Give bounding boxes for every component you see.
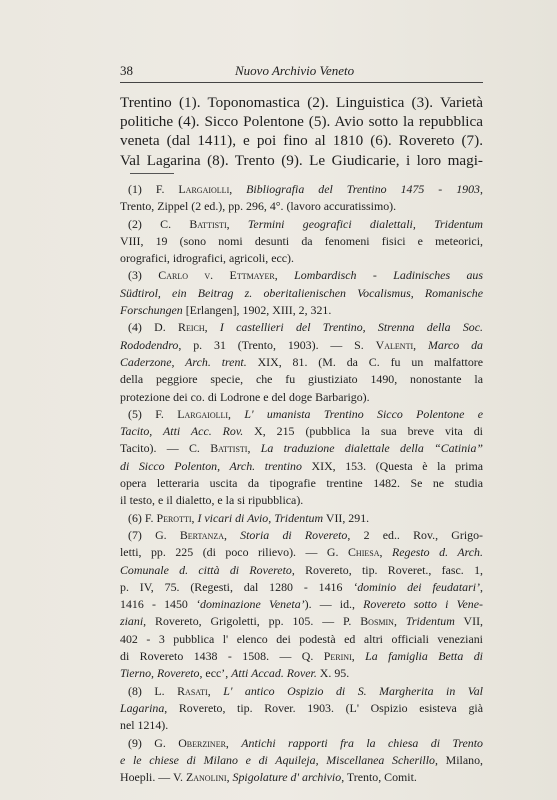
footnote-rule — [130, 173, 174, 174]
footnote-2 — [120, 216, 483, 268]
footnote-line: 1416 - 1450 ‘dominazione Veneta’). — id., Roveretо sotto i Vene- — [120, 597, 483, 612]
footnote-line: Comunale d. città di Rovereto, Rovereto, tip. Roveret., fasc. 1, — [120, 562, 483, 577]
footnote-line: della peggiore specie, che fu giustiziato 1490, nonostante la — [120, 372, 483, 387]
footnote-line: (2) C. Battisti, Termini geografici dialettali, Tridentum — [128, 216, 483, 231]
footnote-line: il testo, e il dialetto, e la si ripubblica). — [120, 493, 304, 508]
footnote-line: Lagarina, Rovereto, tip. Rover. 1903. (L' Ospizio esisteva già — [120, 700, 483, 715]
footnote-line: (3) Carlo v. Ettmayer, Lombardisch - Ladinisches aus — [128, 268, 483, 283]
main-text — [120, 93, 483, 170]
footnote-line: VIII, 19 (sono nomi desunti da fenomeni fisici e meteorici, — [120, 233, 483, 248]
footnote-line: Forschungen [Erlangen], 1902, XIII, 2, 321. — [120, 303, 332, 318]
text-line: Val Lagarina (8). Trento (9). Le Giudicarie, i loro magi- — [120, 151, 483, 169]
footnote-1 — [120, 181, 483, 216]
footnote-line: p. IV, 75. (Regesti, dal 1280 - 1416 ‘dominio dei feudatari’, — [120, 579, 483, 594]
footnote-line: nel 1214). — [120, 718, 169, 733]
page-header — [120, 63, 483, 83]
footnote-line: ziani, Rovereto, Grigoletti, pp. 105. — P. Bosmin, Tridentum VII, — [120, 614, 483, 629]
footnote-line: (6) F. Perotti, I vicari di Avio, Tridentum VII, 291. — [128, 510, 370, 525]
footnote-line: Tacito, Atti Acc. Rov. X, 215 (pubblica la sua breve vita di — [120, 424, 483, 439]
footnote-line: Rododendro, p. 31 (Trento, 1903). — S. Valenti, Marco da — [120, 337, 484, 352]
footnote-line: Tacito). — C. Battisti, La traduzione dialettale della “Catinia” — [120, 441, 483, 456]
footnote-line: Tierno, Rovereto, ecc’, Atti Accad. Rover. X. 95. — [120, 666, 350, 681]
text-line: Trentino (1). Toponomastica (2). Linguistica (3). Varietà — [120, 94, 483, 111]
footnote-line: Hoepli. — V. Zanolini, Spigolature d' archivio, Trento, Comit. — [120, 770, 417, 785]
footnote-line: Südtirol, ein Beitrag z. oberitalienischen Vocalismus, Romanische — [120, 285, 483, 300]
footnote-line: Caderzone, Arch. trent. XIX, 81. (M. da C. fu un malfattore — [120, 354, 483, 369]
running-title: Nuovo Archivio Veneto — [235, 63, 355, 78]
footnote-7 — [120, 527, 483, 683]
footnote-line: (7) G. Bertanza, Storia di Rovereto, 2 ed.. Rov., Grigo- — [128, 527, 483, 542]
footnote-line: di Sicco Polenton, Arch. trentino XIX, 153. (Questa è la prima — [120, 458, 484, 473]
footnote-line: letti, pp. 225 (di poco rilievo). — G. Chiesa, Regesto d. Arch. — [120, 545, 483, 560]
footnote-line: opera letteraria uscita da tipografie trentine 1482. Se ne studia — [120, 476, 483, 491]
footnote-9 — [120, 735, 483, 787]
footnote-8 — [120, 683, 483, 735]
footnote-line: (8) L. Rasati, L' antico Ospizio di S. Margherita in Val — [128, 683, 483, 698]
footnote-line: (5) F. Largaiolli, L' umanista Trentino Sicco Polentone e — [128, 406, 483, 421]
footnote-line: (1) F. Largaiolli, Bibliografia del Trentino 1475 - 1903, — [128, 182, 483, 196]
footnote-line: Trento, Zippel (2 ed.), pp. 296, 4°. (lavoro accuratissimo). — [120, 199, 397, 214]
footnote-line: (4) D. Reich, I castellieri del Trentino, Strenna della Soc. — [128, 320, 483, 335]
footnote-5 — [120, 406, 483, 510]
footnotes — [120, 181, 483, 786]
text-line: politiche (4). Sicco Polentone (5). Avio sotto la repubblica — [120, 113, 483, 131]
page-number: 38 — [120, 63, 133, 78]
header-rule — [120, 82, 483, 83]
footnote-line: (9) G. Oberziner, Antichi rapporti fra la chiesa di Trento — [128, 735, 484, 750]
footnote-line: e le chiese di Milano e di Aquileja, Miscellanea Scherillo, Milano, — [120, 752, 483, 767]
footnote-line: di Rovereto 1438 - 1508. — Q. Perini, La famiglia Betta di — [120, 649, 483, 664]
footnote-line: orografici, idrografici, agricoli, ecc). — [120, 251, 294, 266]
footnote-line: 402 - 3 pubblica l' elenco dei podestà ed altri officiali veneziani — [120, 631, 483, 646]
footnote-6 — [120, 510, 483, 527]
text-line: veneta (dal 1411), e poi fino al 1810 (6). Rovereto (7). — [120, 132, 483, 150]
footnote-3 — [120, 267, 483, 319]
footnote-line: protezione dei co. di Lodrone e del doge Barbarigo). — [120, 389, 370, 404]
footnote-4 — [120, 319, 483, 405]
